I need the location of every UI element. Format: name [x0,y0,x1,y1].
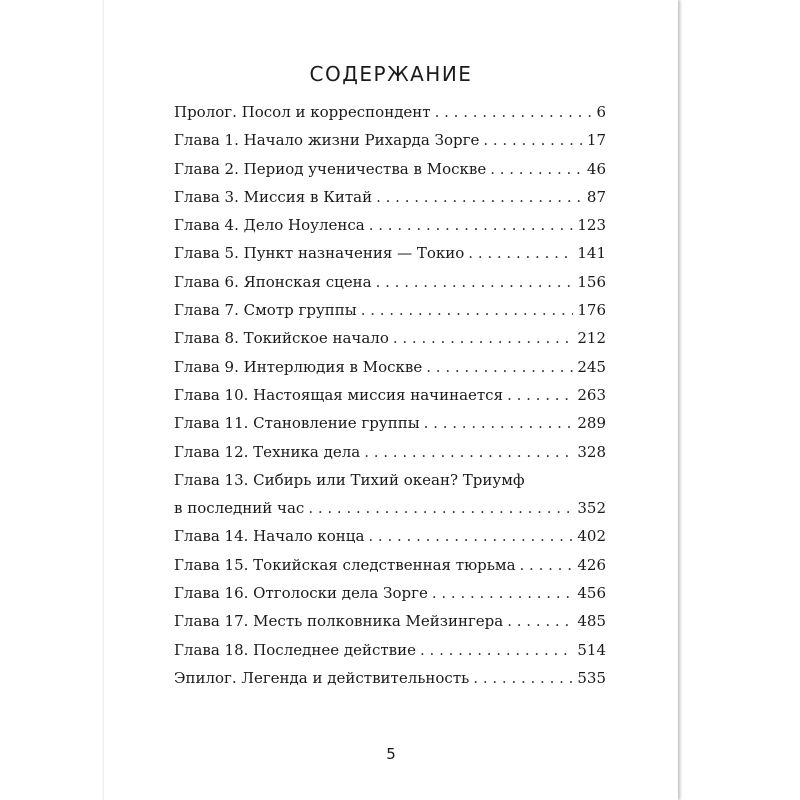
toc-entry-page: 263 [577,385,606,404]
toc-entry-label: Глава 14. Начало конца [174,527,365,546]
toc-entry-label: Глава 9. Интерлюдия в Москве [174,357,423,376]
toc-entry-label: Глава 1. Начало жизни Рихарда Зорге [174,131,480,150]
toc-entry-label: Эпилог. Легенда и действительность [174,668,470,687]
leader-dots [473,664,573,692]
toc-entry-label-line-2: в последний час [174,499,305,518]
leader-dots [483,126,583,154]
leader-dots [424,409,574,437]
toc-entry-label: Пролог. Посол и корреспондент [174,103,431,121]
toc-entry-chapter-12 [174,438,606,466]
leader-dots [376,268,574,296]
toc-entry-label: Глава 10. Настоящая миссия начинается [174,385,504,404]
toc-entry-page: 176 [577,301,606,320]
leader-dots [393,324,574,352]
toc-entry-label: Глава 12. Техника дела [174,442,361,461]
toc-entry-label-line-1: Глава 13. Сибирь или Тихий океан? Триумф [174,470,525,489]
toc-entry-chapter-4 [174,211,606,239]
toc-entry-page: 485 [577,612,606,631]
toc-entry-page: 514 [577,640,606,659]
toc-entry-chapter-10 [174,381,606,409]
toc-entry-page: 87 [586,187,606,206]
toc-entry-chapter-9 [174,353,606,381]
toc-entry-label: Глава 11. Становление группы [174,414,420,433]
toc-entry-chapter-1 [174,126,606,154]
toc-entry-label: Глава 15. Токийская следственная тюрьма [174,555,516,574]
page-title: СОДЕРЖАНИЕ [309,62,473,86]
toc-entry-chapter-8 [174,324,606,352]
toc-entry-chapter-14 [174,522,606,550]
toc-entry-epilogue [174,664,606,692]
toc-entry-label: Глава 4. Дело Ноуленса [174,216,365,235]
toc-entry-chapter-7 [174,296,606,324]
leader-dots [507,381,573,409]
toc-entry-label: Глава 8. Токийское начало [174,329,389,348]
toc-entry-page: 212 [577,329,606,348]
toc-entry-page: 245 [577,357,606,376]
toc-entry-chapter-11 [174,409,606,437]
leader-dots [507,607,573,635]
toc-entry-chapter-3 [174,183,606,211]
leader-dots [361,296,574,324]
leader-dots [426,353,573,381]
toc-entry-label: Глава 7. Смотр группы [174,301,357,320]
page-number: 5 [386,745,396,763]
toc-entry-page: 6 [596,103,606,121]
toc-entry-chapter-2 [174,155,606,183]
toc-entry-page: 123 [577,216,606,235]
toc-entry-page: 352 [577,499,606,518]
toc-entry-label: Глава 5. Пункт назначения — Токио [174,244,465,263]
leader-dots [420,636,573,664]
toc-entry-page: 156 [577,272,606,291]
leader-dots [369,211,574,239]
toc-entry-chapter-6 [174,268,606,296]
toc-entry-page: 426 [577,555,606,574]
leader-dots [520,551,574,579]
leader-dots [435,98,593,126]
leader-dots [368,522,573,550]
leader-dots [432,579,574,607]
toc-entry-chapter-17 [174,607,606,635]
toc-entry-chapter-15 [174,551,606,579]
toc-entry-prologue [174,98,606,126]
leader-dots [490,155,583,183]
toc-entry-label: Глава 3. Миссия в Китай [174,187,373,206]
toc-entry-chapter-18 [174,636,606,664]
toc-entry-label: Глава 17. Месть полковника Мейзингера [174,612,504,631]
leader-dots [308,494,573,522]
toc-entry-label: Глава 16. Отголоски дела Зорге [174,584,428,603]
toc-entry-label: Глава 6. Японская сцена [174,272,372,291]
toc-entry-label: Глава 2. Период ученичества в Москве [174,159,487,178]
toc-entry-page: 289 [577,414,606,433]
toc-entry-page: 46 [586,159,606,178]
toc-entry-chapter-16 [174,579,606,607]
toc-entry-label: Глава 18. Последнее действие [174,640,416,659]
book-page [104,0,678,800]
leader-dots [376,183,583,211]
toc-entry-page: 402 [577,527,606,546]
toc-entry-page: 141 [577,244,606,263]
leader-dots [364,438,573,466]
leader-dots [468,239,573,267]
table-of-contents [174,98,606,692]
toc-entry-page: 17 [586,131,606,150]
toc-entry-page: 456 [577,584,606,603]
toc-entry-chapter-13 [174,466,606,523]
toc-entry-page: 328 [577,442,606,461]
toc-entry-page: 535 [577,668,606,687]
toc-entry-chapter-5 [174,239,606,267]
